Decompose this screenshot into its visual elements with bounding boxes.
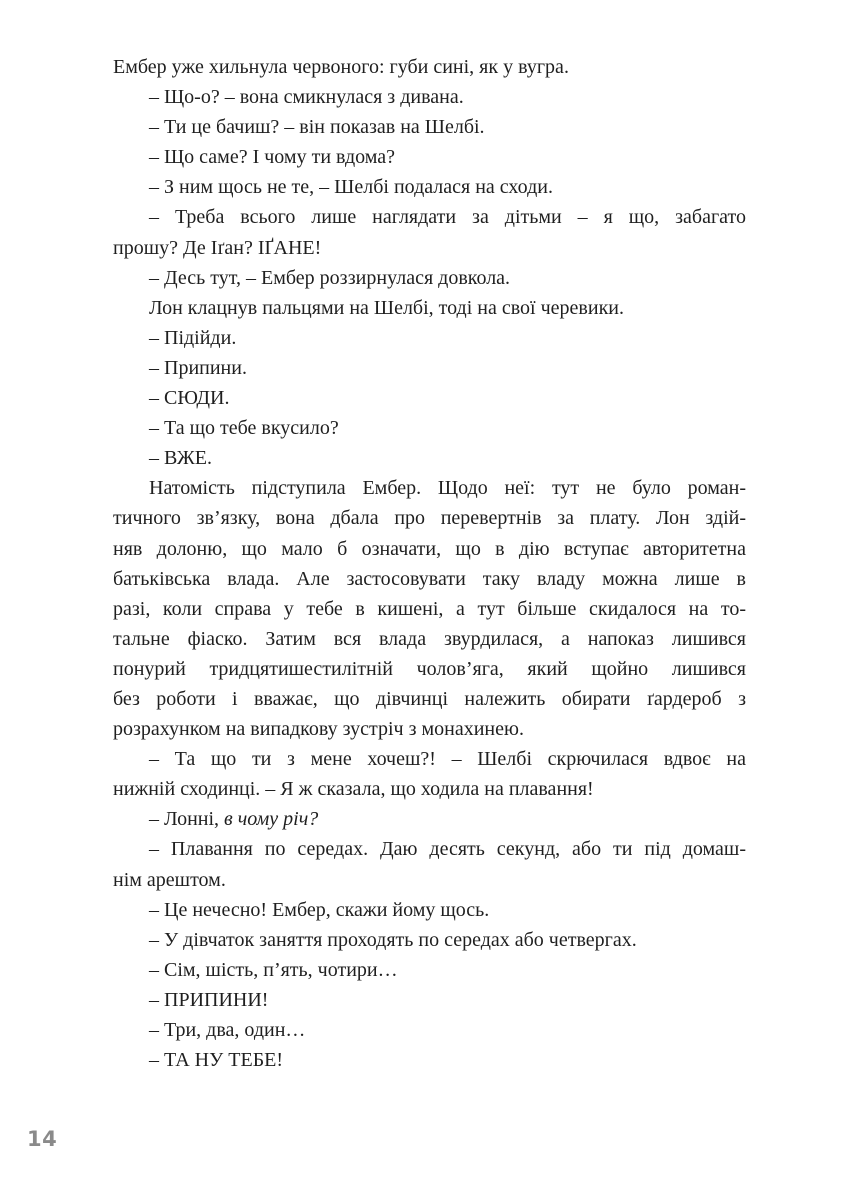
text-line (113, 804, 746, 834)
paragraph (113, 112, 746, 142)
text-segment: – Сім, шість, п’ять, чотири… (149, 958, 398, 981)
text-segment: понурий тридцятишестилітній чолов’яга, який щойно лишився (113, 657, 746, 680)
text-segment: – ТА НУ ТЕБЕ! (149, 1049, 284, 1072)
page-number: 14 (27, 1127, 58, 1151)
text-segment: тальне фіаско. Затим вся влада звурдилася, а напоказ лишився (113, 627, 746, 650)
text-line (113, 624, 746, 654)
paragraph (113, 413, 746, 443)
paragraph (113, 323, 746, 353)
text-segment: – Плавання по середах. Даю десять секунд, або ти під домаш- (149, 838, 746, 861)
text-segment: нижній сходинці. – Я ж сказала, що ходила на плавання! (113, 778, 594, 801)
text-line (113, 925, 746, 955)
text-line (113, 443, 746, 473)
text-line (113, 383, 746, 413)
text-segment: тичного зв’язку, вона дбала про перевертнів за плату. Лон здій- (113, 507, 746, 530)
text-segment: – Ти це бачиш? – він показав на Шелбі. (149, 116, 485, 139)
text-segment: Ембер уже хильнула червоного: губи сині, як у вугра. (113, 56, 569, 78)
paragraph (113, 383, 746, 413)
text-segment: – Та що ти з мене хочеш?! – Шелбі скрючилася вдвоє на (149, 748, 746, 771)
text-segment: – Припини. (149, 356, 247, 379)
text-line (113, 323, 746, 353)
text-line (113, 834, 746, 864)
text-segment: няв долоню, що мало б означати, що в дію вступає авторитетна (113, 537, 746, 560)
text-line (113, 413, 746, 443)
text-segment: Натомість підступила Ембер. Щодо неї: тут не було роман- (149, 477, 746, 500)
text-line (113, 985, 746, 1015)
text-line (113, 503, 746, 533)
text-line (113, 564, 746, 594)
text-line (113, 865, 746, 895)
italic-text: в чому річ? (224, 808, 319, 831)
paragraph (113, 52, 746, 82)
text-segment: – З ним щось не те, – Шелбі подалася на сходи. (149, 176, 553, 199)
text-line (113, 202, 746, 232)
text-segment: разі, коли справа у тебе в кишені, а тут більше скидалося на то- (113, 597, 746, 620)
text-segment: – ВЖЕ. (149, 447, 212, 470)
text-line (113, 714, 746, 744)
text-line (113, 112, 746, 142)
text-segment: – Лонні, (149, 808, 225, 831)
text-line (113, 263, 746, 293)
text-block (113, 52, 746, 1075)
text-segment: – СЮДИ. (149, 387, 230, 410)
text-line (113, 684, 746, 714)
paragraph (113, 263, 746, 293)
text-line (113, 594, 746, 624)
text-segment: – Що-о? – вона смикнулася з дивана. (149, 86, 464, 109)
text-line (113, 293, 746, 323)
text-segment: батьківська влада. Але застосовувати таку владу можна лише в (113, 567, 746, 590)
paragraph (113, 955, 746, 985)
text-line (113, 353, 746, 383)
paragraph (113, 473, 746, 744)
paragraph (113, 172, 746, 202)
paragraph (113, 353, 746, 383)
text-line (113, 895, 746, 925)
text-line (113, 654, 746, 684)
text-segment: – ПРИПИНИ! (149, 988, 269, 1011)
paragraph (113, 142, 746, 172)
text-segment: прошу? Де Іґан? ІҐАНЕ! (113, 236, 322, 259)
text-segment: нім арештом. (113, 868, 226, 891)
paragraph (113, 443, 746, 473)
paragraph (113, 1015, 746, 1045)
text-segment: – Та що тебе вкусило? (149, 417, 339, 440)
paragraph (113, 744, 746, 804)
text-line (113, 82, 746, 112)
text-segment: – Треба всього лише наглядати за дітьми – я що, забагато (149, 206, 746, 229)
text-segment: – У дівчаток заняття проходять по середах або четвергах. (149, 928, 637, 951)
text-line (113, 744, 746, 774)
paragraph (113, 293, 746, 323)
text-line (113, 774, 746, 804)
text-segment: – Три, два, один… (149, 1019, 306, 1041)
paragraph (113, 925, 746, 955)
paragraph (113, 1045, 746, 1075)
text-line (113, 1015, 746, 1045)
text-line (113, 473, 746, 503)
text-line (113, 172, 746, 202)
text-segment: – Це нечесно! Ембер, скажи йому щось. (149, 898, 490, 921)
text-line (113, 233, 746, 263)
text-segment: Лон клацнув пальцями на Шелбі, тоді на свої черевики. (149, 296, 624, 319)
paragraph (113, 895, 746, 925)
text-segment: – Десь тут, – Ембер роззирнулася довкола. (149, 266, 511, 289)
text-segment: – Підійди. (149, 326, 237, 349)
paragraph (113, 82, 746, 112)
paragraph (113, 804, 746, 834)
text-line (113, 52, 746, 82)
text-line (113, 142, 746, 172)
text-line (113, 1045, 746, 1075)
paragraph (113, 834, 746, 894)
text-segment: – Що саме? І чому ти вдома? (149, 146, 396, 169)
text-line (113, 955, 746, 985)
text-line (113, 534, 746, 564)
paragraph (113, 202, 746, 262)
paragraph (113, 985, 746, 1015)
text-segment: без роботи і вважає, що дівчинці належить обирати ґардероб з (113, 687, 746, 710)
text-segment: розрахунком на випадкову зустріч з монахинею. (113, 718, 524, 741)
